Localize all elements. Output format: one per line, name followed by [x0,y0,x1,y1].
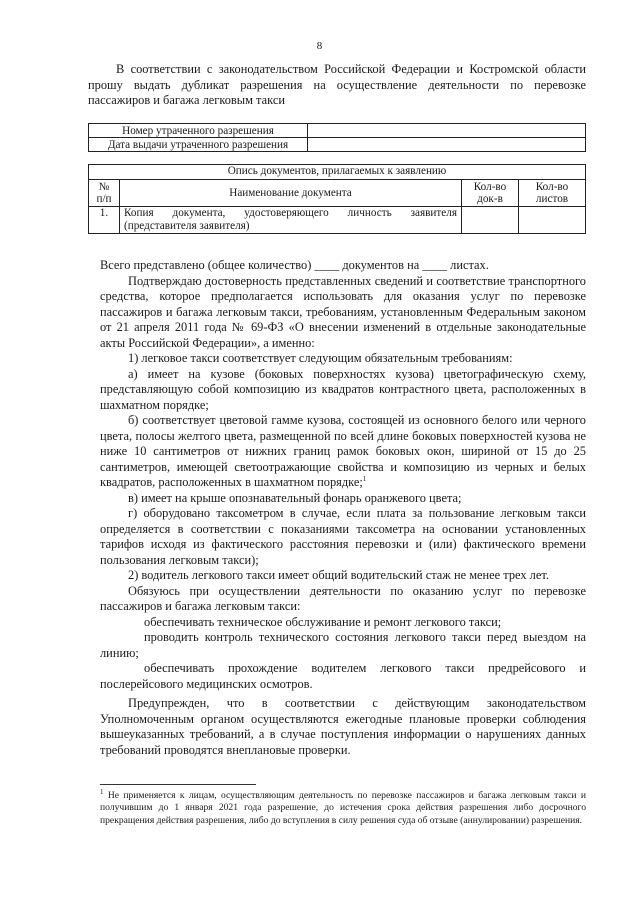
header-name: Наименование документа [120,180,462,207]
requirement-1: 1) легковое такси соответствует следующим обязательным требованиям: [128,351,513,365]
header-num: № п/п [89,180,120,207]
obligation-3: обеспечивать прохождение водителем легкового такси предрейсового и послерейсового медицинских осмотров. [100,661,586,691]
documents-inventory-table [88,164,586,234]
requirement-1b-text: б) соответствует цветовой гамме кузова, состоящей из основного белого или черного цвета, полосы желтого цвета, размещенной по всей длине боковых поверхностей кузова не ниже 10 сантиметров от нижних границ рамок боковых окон, шириной от 15 до 25 сантиметров, имеющей светоотражающие свойства и композицию из черных и белых квадратов, расположенных в шахматном порядке; [100,413,586,489]
footnote-reference: 1 [362,474,367,483]
table-title-row [89,165,586,180]
requirement-1a: а) имеет на кузове (боковых поверхностях кузова) цветографическую схему, представляющую собой композицию из квадратов контрастного цвета, расположенных в шахматном порядке; [100,366,586,412]
requirement-2: 2) водитель легкового такси имеет общий водительский стаж не менее трех лет. [128,568,549,582]
inventory-title: Опись документов, прилагаемых к заявлению [89,165,586,180]
obligation-paragraph: Обязуюсь при осуществлении деятельности по оказанию услуг по перевозке пассажиров и багажа легковым такси: [100,583,586,613]
requirement-1d: г) оборудовано таксометром в случае, если плата за пользование легковым такси определяется в соответствии с показаниями таксометра на основании установленных тарифов исходя из фактического расстояния перевозки и (или) фактического времени пользования легковым такси); [100,506,586,567]
table-row [89,207,586,234]
table-header-row [89,180,586,207]
permit-number-value[interactable] [308,124,586,138]
page-number: 8 [316,40,323,52]
requirement-1b [100,413,586,491]
total-documents-line: Всего представлено (общее количество) ____ документов на ____ листах. [100,258,489,272]
doc-name-line1: Копия документа, удостоверяющего личность заявителя [124,207,457,219]
row-doc-name [120,207,462,234]
footnote-text: Не применяется к лицам, осуществляющим деятельность по перевозке пассажиров и багажа легковым такси и получившим до 1 января 2021 года разрешение, до истечения срока действия разрешения либо досрочного прекращения действия разрешения, либо до вступления в силу решения суда об отзыве (аннулировании) разрешения. [100,790,586,826]
row-num: 1. [89,207,120,234]
footnote-mark: 1 [100,787,104,796]
lost-permit-table [88,123,586,152]
application-body [100,258,586,758]
doc-name-line2: (представителя заявителя) [124,219,250,232]
intro-paragraph: В соответствии с законодательством Российской Федерации и Костромской области прошу выдать дубликат разрешения на осуществление деятельности по перевозке пассажиров и багажа легковым такси [88,62,586,107]
footnote [100,787,586,827]
row-copies[interactable] [462,207,519,234]
footnote-divider [100,784,256,785]
requirement-1c: в) имеет на крыше опознавательный фонарь оранжевого цвета; [128,490,462,505]
permit-number-label: Номер утраченного разрешения [89,124,308,138]
row-sheets[interactable] [519,207,586,234]
warning-paragraph: Предупрежден, что в соответствии с действующим законодательством Уполномоченным органом осуществляются ежегодные плановые проверки соблюдения вышеуказанных требований, а в случае поступления информации о нарушениях данных требований проводятся внеплановые проверки. [100,696,586,757]
permit-date-label: Дата выдачи утраченного разрешения [89,138,308,152]
obligation-2: проводить контроль технического состояния легкового такси перед выездом на линию; [100,630,586,660]
header-copies: Кол-во док-в [462,180,519,207]
table-row [89,124,586,138]
confirmation-paragraph: Подтверждаю достоверность представленных сведений и соответствие транспортного средства, которое предполагается использовать для оказания услуг по перевозке пассажиров и багажа легковым такси, требованиям, установленным Федеральным законом от 21 апреля 2011 года № 69-ФЗ «О внесении изменений в отдельные законодательные акты Российской Федерации», а именно: [100,273,586,350]
header-sheets: Кол-во листов [519,180,586,207]
table-row [89,138,586,152]
permit-date-value[interactable] [308,138,586,152]
obligation-1: обеспечивать техническое обслуживание и ремонт легкового такси; [144,614,502,629]
